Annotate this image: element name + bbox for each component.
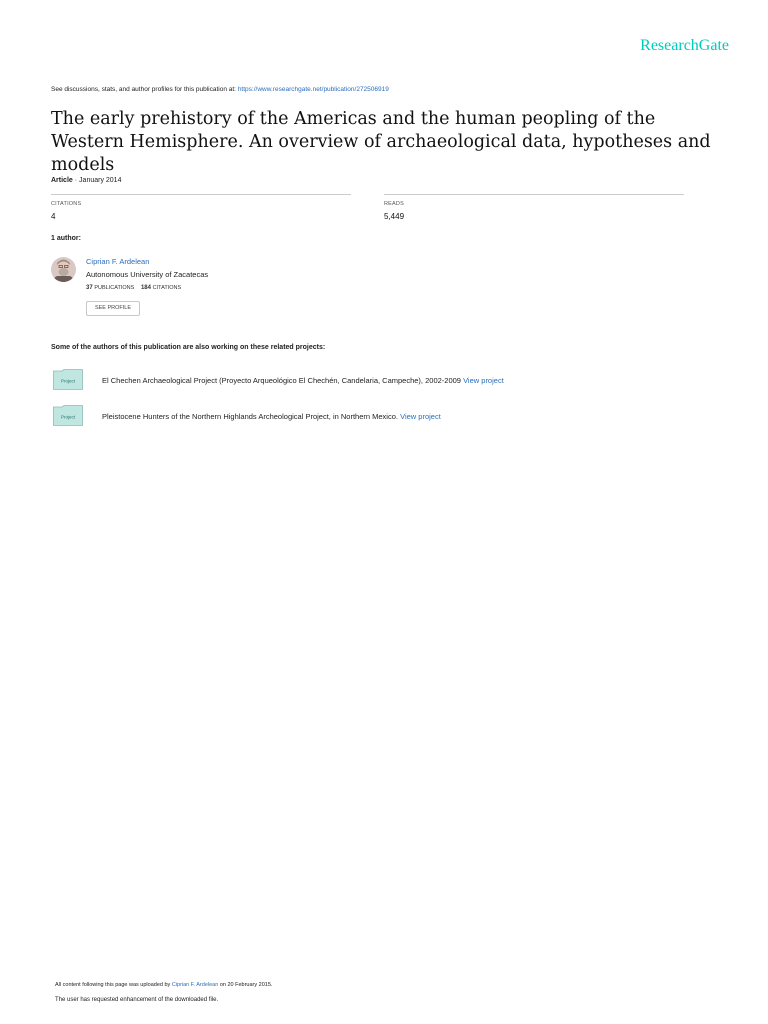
related-project-item bbox=[102, 412, 441, 421]
author-name-link[interactable]: Ciprian F. Ardelean bbox=[86, 257, 150, 266]
project-folder-icon bbox=[53, 369, 83, 390]
author-publications-count: 37 bbox=[86, 285, 93, 291]
related-project-item bbox=[102, 376, 504, 385]
reads-value: 5,449 bbox=[384, 212, 405, 221]
citations-divider bbox=[51, 194, 351, 195]
author-publications-label: PUBLICATIONS bbox=[94, 285, 135, 291]
citations-value: 4 bbox=[51, 212, 56, 221]
author-stats bbox=[86, 285, 181, 291]
author-citations-count: 184 bbox=[140, 285, 151, 291]
uploader-link[interactable]: Ciprian F. Ardelean bbox=[171, 982, 219, 988]
researchgate-logo[interactable]: ResearchGate bbox=[640, 37, 729, 54]
related-projects-heading: Some of the authors of this publication are also working on these related projects: bbox=[51, 344, 326, 351]
view-project-link[interactable]: View project bbox=[463, 376, 504, 385]
project-title: El Chechen Archaeological Project (Proyecto Arqueológico El Chechén, Candelaria, Campeche), 2002-2009 bbox=[102, 376, 461, 385]
publication-meta bbox=[51, 177, 121, 184]
upload-notice bbox=[55, 982, 272, 988]
publication-url-link[interactable]: https://www.researchgate.net/publication/272506919 bbox=[237, 86, 389, 93]
project-title: Pleistocene Hunters of the Northern Highlands Archeological Project, in Northern Mexico. bbox=[102, 412, 398, 421]
view-project-link[interactable]: View project bbox=[400, 412, 441, 421]
author-photo-icon bbox=[51, 257, 76, 282]
publication-date: January 2014 bbox=[79, 177, 122, 184]
author-institution: Autonomous University of Zacatecas bbox=[86, 270, 209, 279]
citations-label: CITATIONS bbox=[51, 201, 82, 207]
project-folder-icon bbox=[53, 405, 83, 426]
enhancement-note: The user has requested enhancement of the downloaded file. bbox=[55, 997, 219, 1003]
author-avatar[interactable] bbox=[51, 257, 76, 282]
reads-label: READS bbox=[384, 201, 404, 207]
authors-heading: 1 author: bbox=[51, 235, 81, 242]
discussion-line bbox=[51, 86, 389, 93]
see-profile-button[interactable]: SEE PROFILE bbox=[86, 301, 140, 316]
discussion-text: See discussions, stats, and author profiles for this publication at: bbox=[51, 86, 236, 93]
project-icon-label: Project bbox=[60, 414, 76, 420]
reads-divider bbox=[384, 194, 684, 195]
upload-prefix: All content following this page was uploaded by bbox=[55, 982, 171, 988]
author-citations-label: CITATIONS bbox=[152, 285, 182, 291]
upload-suffix: on 20 February 2015. bbox=[219, 982, 273, 988]
meta-separator: · bbox=[74, 177, 78, 184]
publication-type: Article bbox=[51, 177, 73, 184]
project-icon-label: Project bbox=[60, 378, 76, 384]
publication-title: The early prehistory of the Americas and the human peopling of the Western Hemisphere. An overview of archaeological data, hypotheses and models bbox=[51, 109, 711, 175]
